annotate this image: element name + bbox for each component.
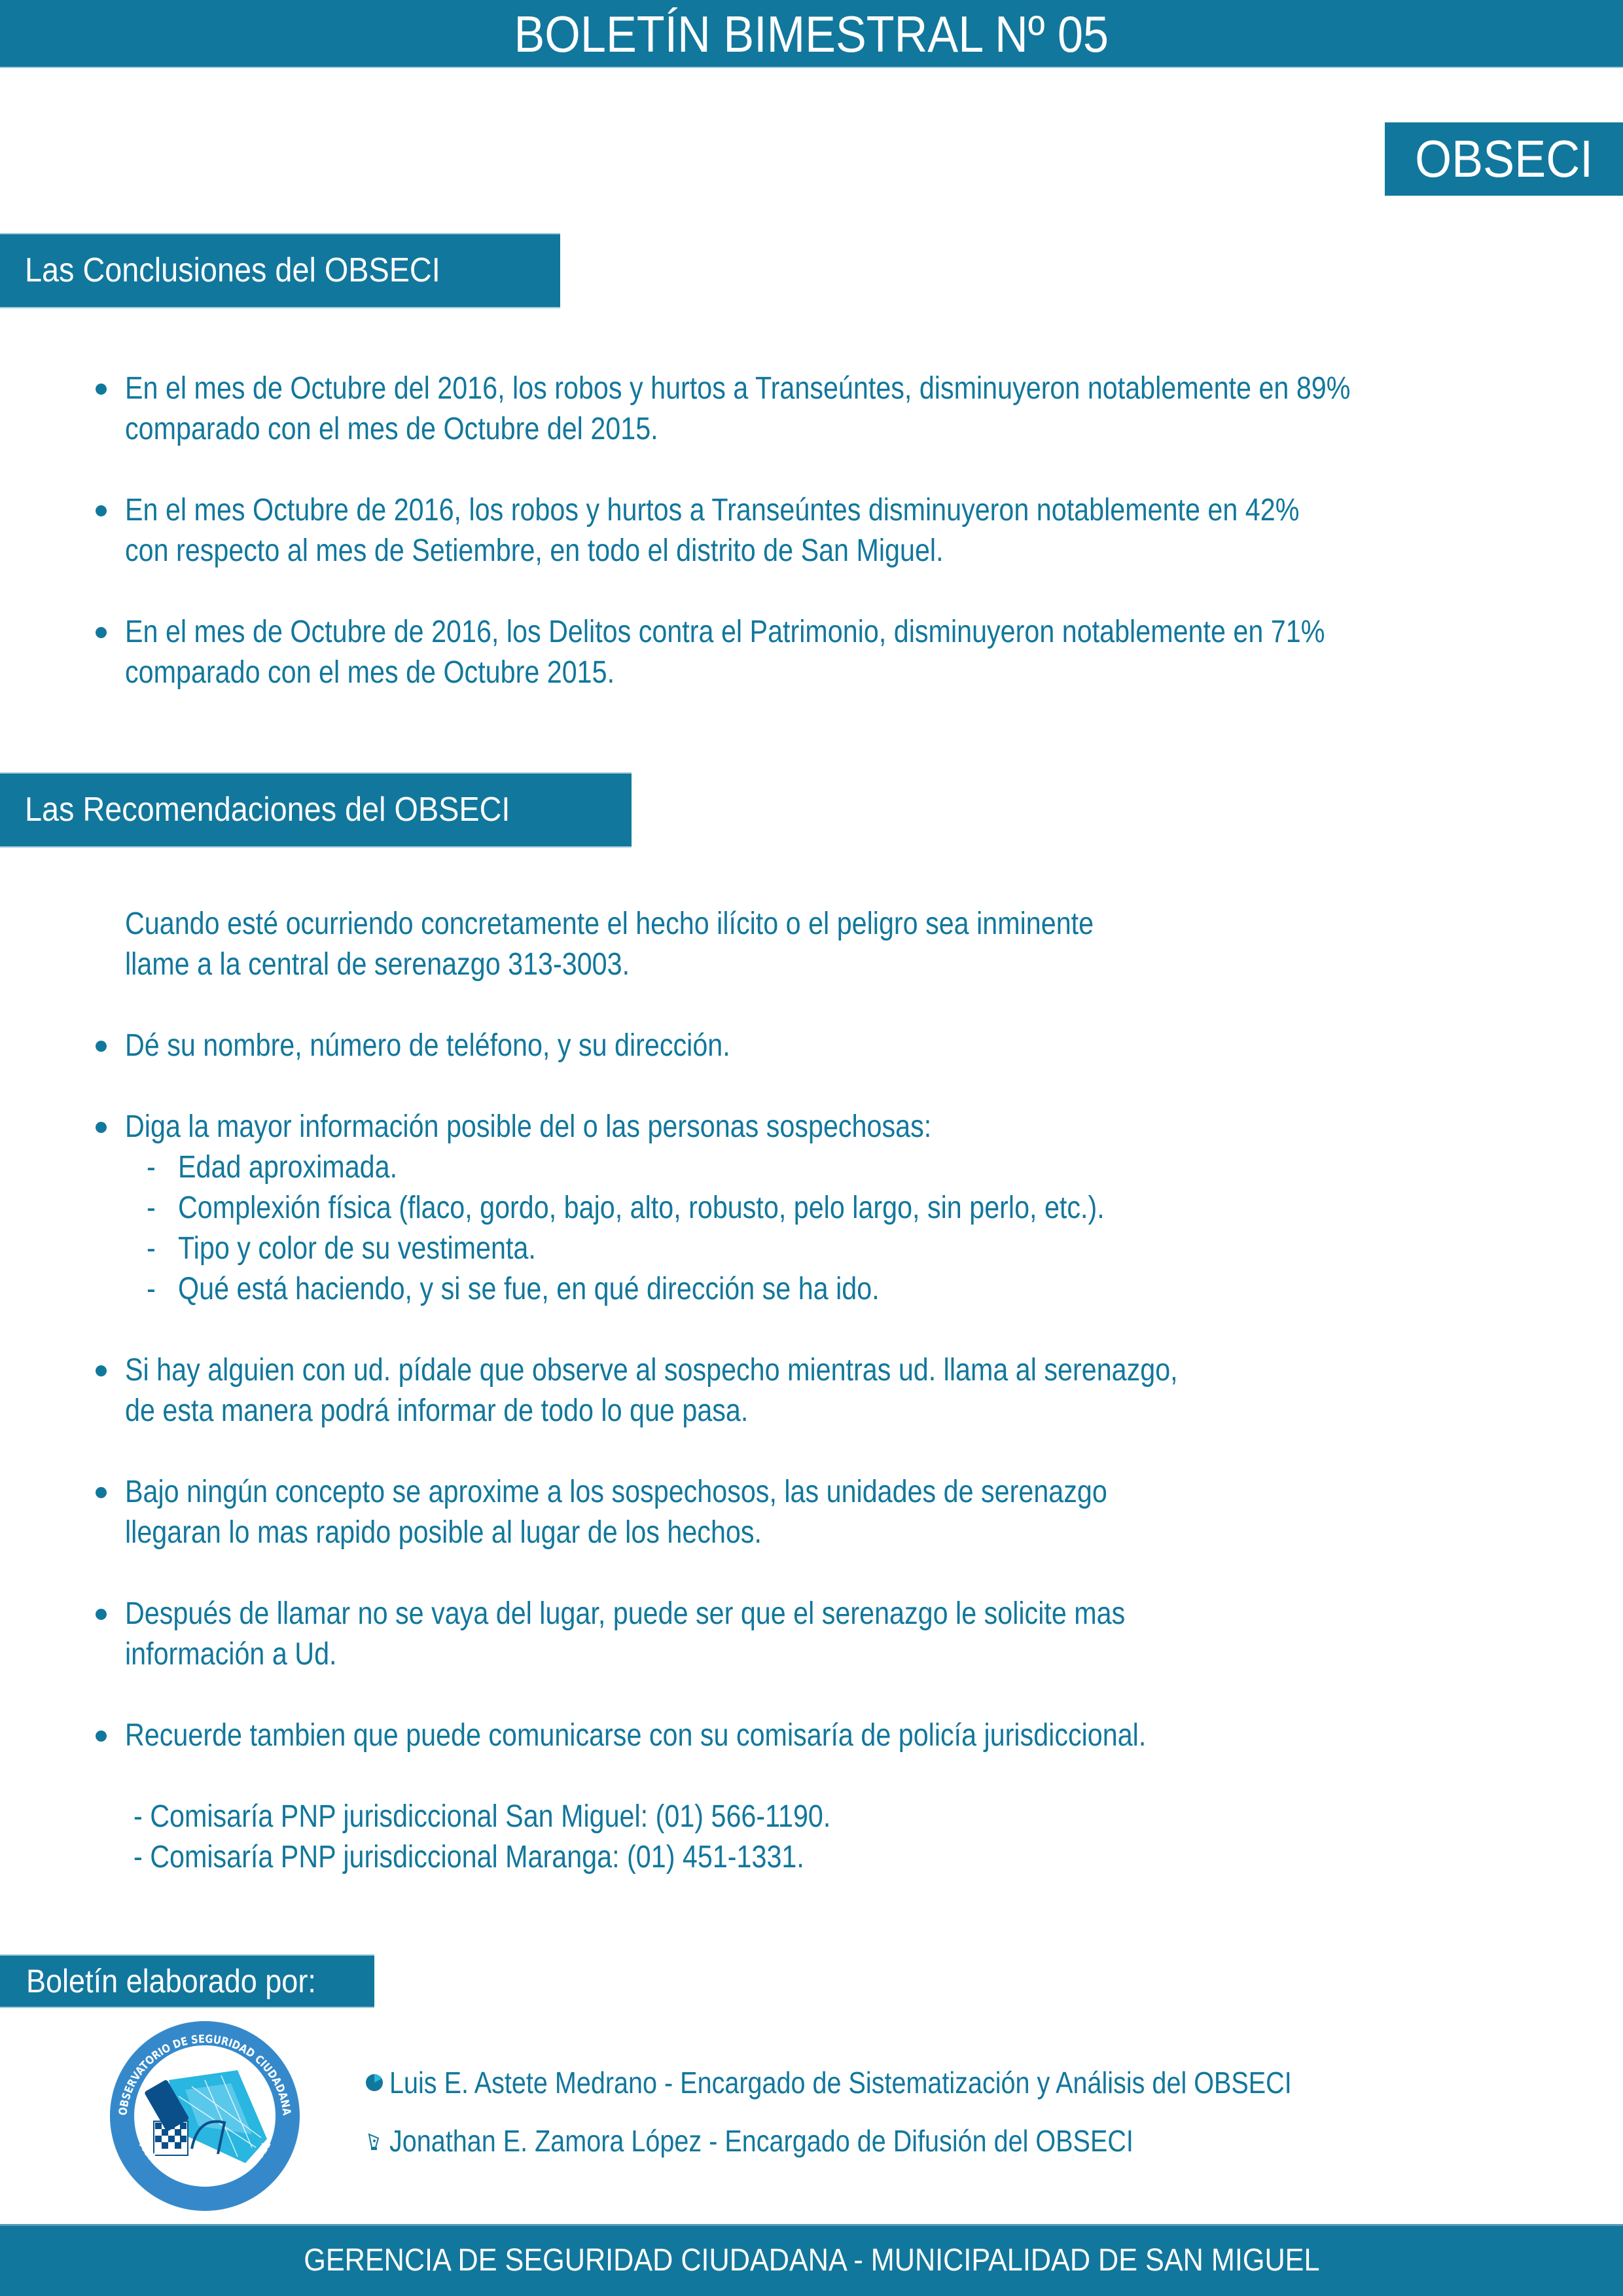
logo-bottom-text: MUNICIPALIDAD DE SAN MIGUEL [135,2138,275,2189]
conclusion-line: En el mes de Octubre de 2016, los Delitos contra el Patrimonio, disminuyeron notablemente en 71% [125,615,1325,649]
conclusiones-title: Las Conclusiones del OBSECI [25,251,440,289]
conclusion-item [0,490,1623,571]
recommendation-item: Dé su nombre, número de teléfono, y su dirección. [125,1028,730,1063]
obseci-badge-label: OBSECI [1414,130,1594,188]
elaborado-title: Boletín elaborado por: [26,1963,316,2000]
suspect-detail-item: Edad aproximada. [178,1150,398,1185]
bulletin-title: BOLETÍN BIMESTRAL Nº 05 [514,5,1109,63]
credit-item: Luis E. Astete Medrano - Encargado de Sistematización y Análisis del OBSECI [389,2066,1292,2100]
obseci-logo-emblem [107,2018,303,2214]
credit-item-row [0,2063,1623,2102]
elaborado-header [0,1954,374,2008]
recommendation-item: llegaran lo mas rapido posible al lugar de los hechos. [125,1515,762,1550]
bullet-icon [96,1365,107,1376]
recomendaciones-title: Las Recomendaciones del OBSECI [25,791,510,829]
conclusion-line: En el mes de Octubre del 2016, los robos y hurtos a Transeúntes, disminuyeron notablemente en 89% [125,371,1351,406]
credit-item: Jonathan E. Zamora López - Encargado de Difusión del OBSECI [389,2124,1133,2158]
obseci-logo [107,2018,303,2214]
bullet-icon [96,505,107,516]
bulletin-title-band [0,0,1623,68]
suspect-details-list [0,1147,1623,1310]
suspect-detail-item: Tipo y color de su vestimenta. [178,1231,536,1266]
pie-chart-icon [365,2073,383,2095]
bullet-icon [96,1122,107,1133]
comisaria-phone: - Comisaría PNP jurisdiccional San Miguel: (01) 566-1190. [134,1799,831,1834]
dash-marker: - [147,1231,156,1266]
bullet-icon [96,1731,107,1742]
dash-marker: - [147,1272,156,1306]
credit-item-row [0,2121,1623,2161]
recommendation-item: Recuerde tambien que puede comunicarse con su comisaría de policía jurisdiccional. [125,1718,1147,1753]
recomendaciones-header [0,772,632,848]
conclusion-line: comparado con el mes de Octubre del 2015. [125,412,658,446]
footer-band [0,2224,1623,2296]
conclusion-line: En el mes Octubre de 2016, los robos y hurtos a Transeúntes disminuyeron notablemente en 42% [125,493,1300,528]
conclusion-line: con respecto al mes de Setiembre, en todo el distrito de San Miguel. [125,533,944,568]
conclusion-item [0,368,1623,450]
bullet-icon [96,1609,107,1620]
obseci-badge [1385,122,1623,196]
comisaria-phone: - Comisaría PNP jurisdiccional Maranga: (01) 451-1331. [134,1840,804,1874]
suspect-detail-item: Complexión física (flaco, gordo, bajo, alto, robusto, pelo largo, sin perlo, etc.). [178,1191,1105,1225]
logo-top-text: OBSERVATORIO DE SEGURIDAD CIUDADANA [116,2032,293,2118]
intro-line: llame a la central de serenazgo 313-3003. [125,947,630,982]
bullet-icon [96,627,107,638]
dash-marker: - [147,1191,156,1225]
recommendation-item: Bajo ningún concepto se aproxime a los sospechosos, las unidades de serenazgo [125,1475,1107,1509]
conclusion-line: comparado con el mes de Octubre 2015. [125,655,615,690]
conclusion-item [0,612,1623,693]
recomendaciones-list [0,904,1623,1878]
bullet-icon [96,1487,107,1498]
intro-line: Cuando esté ocurriendo concretamente el hecho ilícito o el peligro sea inminente [125,906,1094,941]
recommendation-item: información a Ud. [125,1637,337,1672]
conclusiones-list [0,368,1623,693]
recommendation-item: de esta manera podrá informar de todo lo que pasa. [125,1393,749,1428]
bullet-icon [96,1041,107,1052]
suspect-detail-item: Qué está haciendo, y si se fue, en qué dirección se ha ido. [178,1272,880,1306]
recommendation-item: Después de llamar no se vaya del lugar, puede ser que el serenazgo le solicite mas [125,1596,1126,1631]
pen-nib-icon [365,2132,383,2155]
dash-marker: - [147,1150,156,1185]
recommendation-item: Si hay alguien con ud. pídale que observe al sospecho mientras ud. llama al serenazgo, [125,1353,1178,1388]
bullet-icon [96,384,107,395]
footer-text: GERENCIA DE SEGURIDAD CIUDADANA - MUNICIPALIDAD DE SAN MIGUEL [303,2243,1320,2278]
recommendation-item: Diga la mayor información posible del o las personas sospechosas: [125,1109,932,1144]
conclusiones-header [0,233,560,308]
